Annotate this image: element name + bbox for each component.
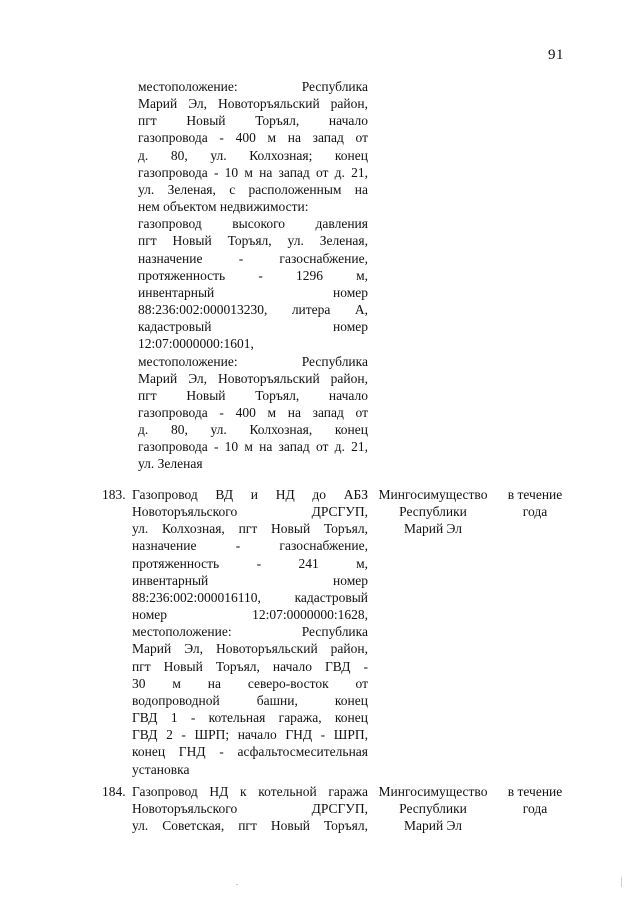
item-description [132, 486, 368, 778]
text-line: Марий Эл, Новоторъяльский район, [132, 641, 368, 657]
scan-mark [236, 884, 238, 885]
item-term [500, 783, 570, 817]
text-line: пгт Новый Торъял, начало [138, 113, 368, 129]
term-line: в течение [507, 784, 563, 799]
text-line: номер 12:07:0000000:1628, [132, 607, 368, 623]
text-line: Новоторъяльского ДРСГУП, [132, 801, 368, 817]
org-line: Марий Эл [403, 521, 463, 537]
text-line: д. 80, ул. Колхозная; конец [138, 147, 368, 163]
term-line: в течение [507, 487, 563, 502]
text-line: ул. Зеленая [138, 456, 203, 472]
continuation-description [138, 78, 368, 473]
text-line: пгт Новый Торъял, начало ГВД - [132, 658, 368, 674]
page-number: 91 [548, 47, 564, 63]
text-line: водопроводной башни, конец [132, 692, 368, 708]
text-line: конец ГНД - асфальтосмесительная [132, 744, 368, 760]
text-line: протяженность - 1296 м, [138, 267, 368, 283]
item-description [132, 783, 368, 834]
item-organization [371, 783, 495, 834]
text-line: ГВД 2 - ШРП; начало ГНД - ШРП, [132, 727, 368, 743]
text-line: протяженность - 241 м, [132, 555, 368, 571]
text-line: инвентарный номер [138, 284, 368, 300]
text-line: Новоторъяльского ДРСГУП, [132, 504, 368, 520]
text-line: газопровод высокого давления [138, 216, 368, 232]
text-line: кадастровый номер [138, 319, 368, 335]
org-line: Республики [399, 504, 467, 520]
text-line: местоположение: Республика [138, 353, 368, 369]
text-line: пгт Новый Торъял, начало [138, 387, 368, 403]
text-line: пгт Новый Торъял, ул. Зеленая, [138, 233, 368, 249]
text-line: инвентарный номер [132, 572, 368, 588]
item-organization [371, 486, 495, 537]
text-line: газопровода - 400 м на запад от [138, 130, 368, 146]
scan-mark [621, 877, 622, 887]
text-line: газопровода - 10 м на запад от д. 21, [138, 439, 368, 455]
item-number: 184. [102, 784, 126, 799]
text-line: нем объектом недвижимости: [138, 199, 309, 215]
text-line: Марий Эл, Новоторъяльский район, [138, 370, 368, 386]
text-line: местоположение: Республика [138, 79, 368, 94]
text-line: 88:236:002:000016110, кадастровый [132, 589, 368, 605]
text-line: ул. Зеленая, с расположенным на [138, 181, 368, 197]
text-line: ул. Колхозная, пгт Новый Торъял, [132, 521, 368, 537]
text-line: установка [132, 761, 190, 777]
text-line: 88:236:002:000013230, литера А, [138, 302, 368, 318]
org-line: Мингосимущество [378, 487, 488, 502]
text-line: д. 80, ул. Колхозная, конец [138, 422, 368, 438]
text-line: Газопровод НД к котельной гаража [132, 784, 368, 799]
term-line: года [522, 504, 548, 520]
org-line: Республики [399, 801, 467, 817]
text-line: назначение - газоснабжение, [138, 250, 368, 266]
text-line: газопровода - 10 м на запад от д. 21, [138, 164, 368, 180]
text-line: Марий Эл, Новоторъяльский район, [138, 96, 368, 112]
text-line: назначение - газоснабжение, [132, 538, 368, 554]
org-line: Мингосимущество [378, 784, 488, 799]
text-line: ГВД 1 - котельная гаража, конец [132, 710, 368, 726]
org-line: Марий Эл [403, 818, 463, 834]
text-line: Газопровод ВД и НД до АБЗ [132, 487, 368, 502]
text-line: 30 м на северо-восток от [132, 675, 368, 691]
text-line: ул. Советская, пгт Новый Торъял, [132, 818, 368, 834]
text-line: местоположение: Республика [132, 624, 368, 640]
item-number: 183. [102, 487, 126, 502]
text-line: газопровода - 400 м на запад от [138, 404, 368, 420]
item-term [500, 486, 570, 520]
text-line: 12:07:0000000:1601, [138, 336, 254, 352]
term-line: года [522, 801, 548, 817]
